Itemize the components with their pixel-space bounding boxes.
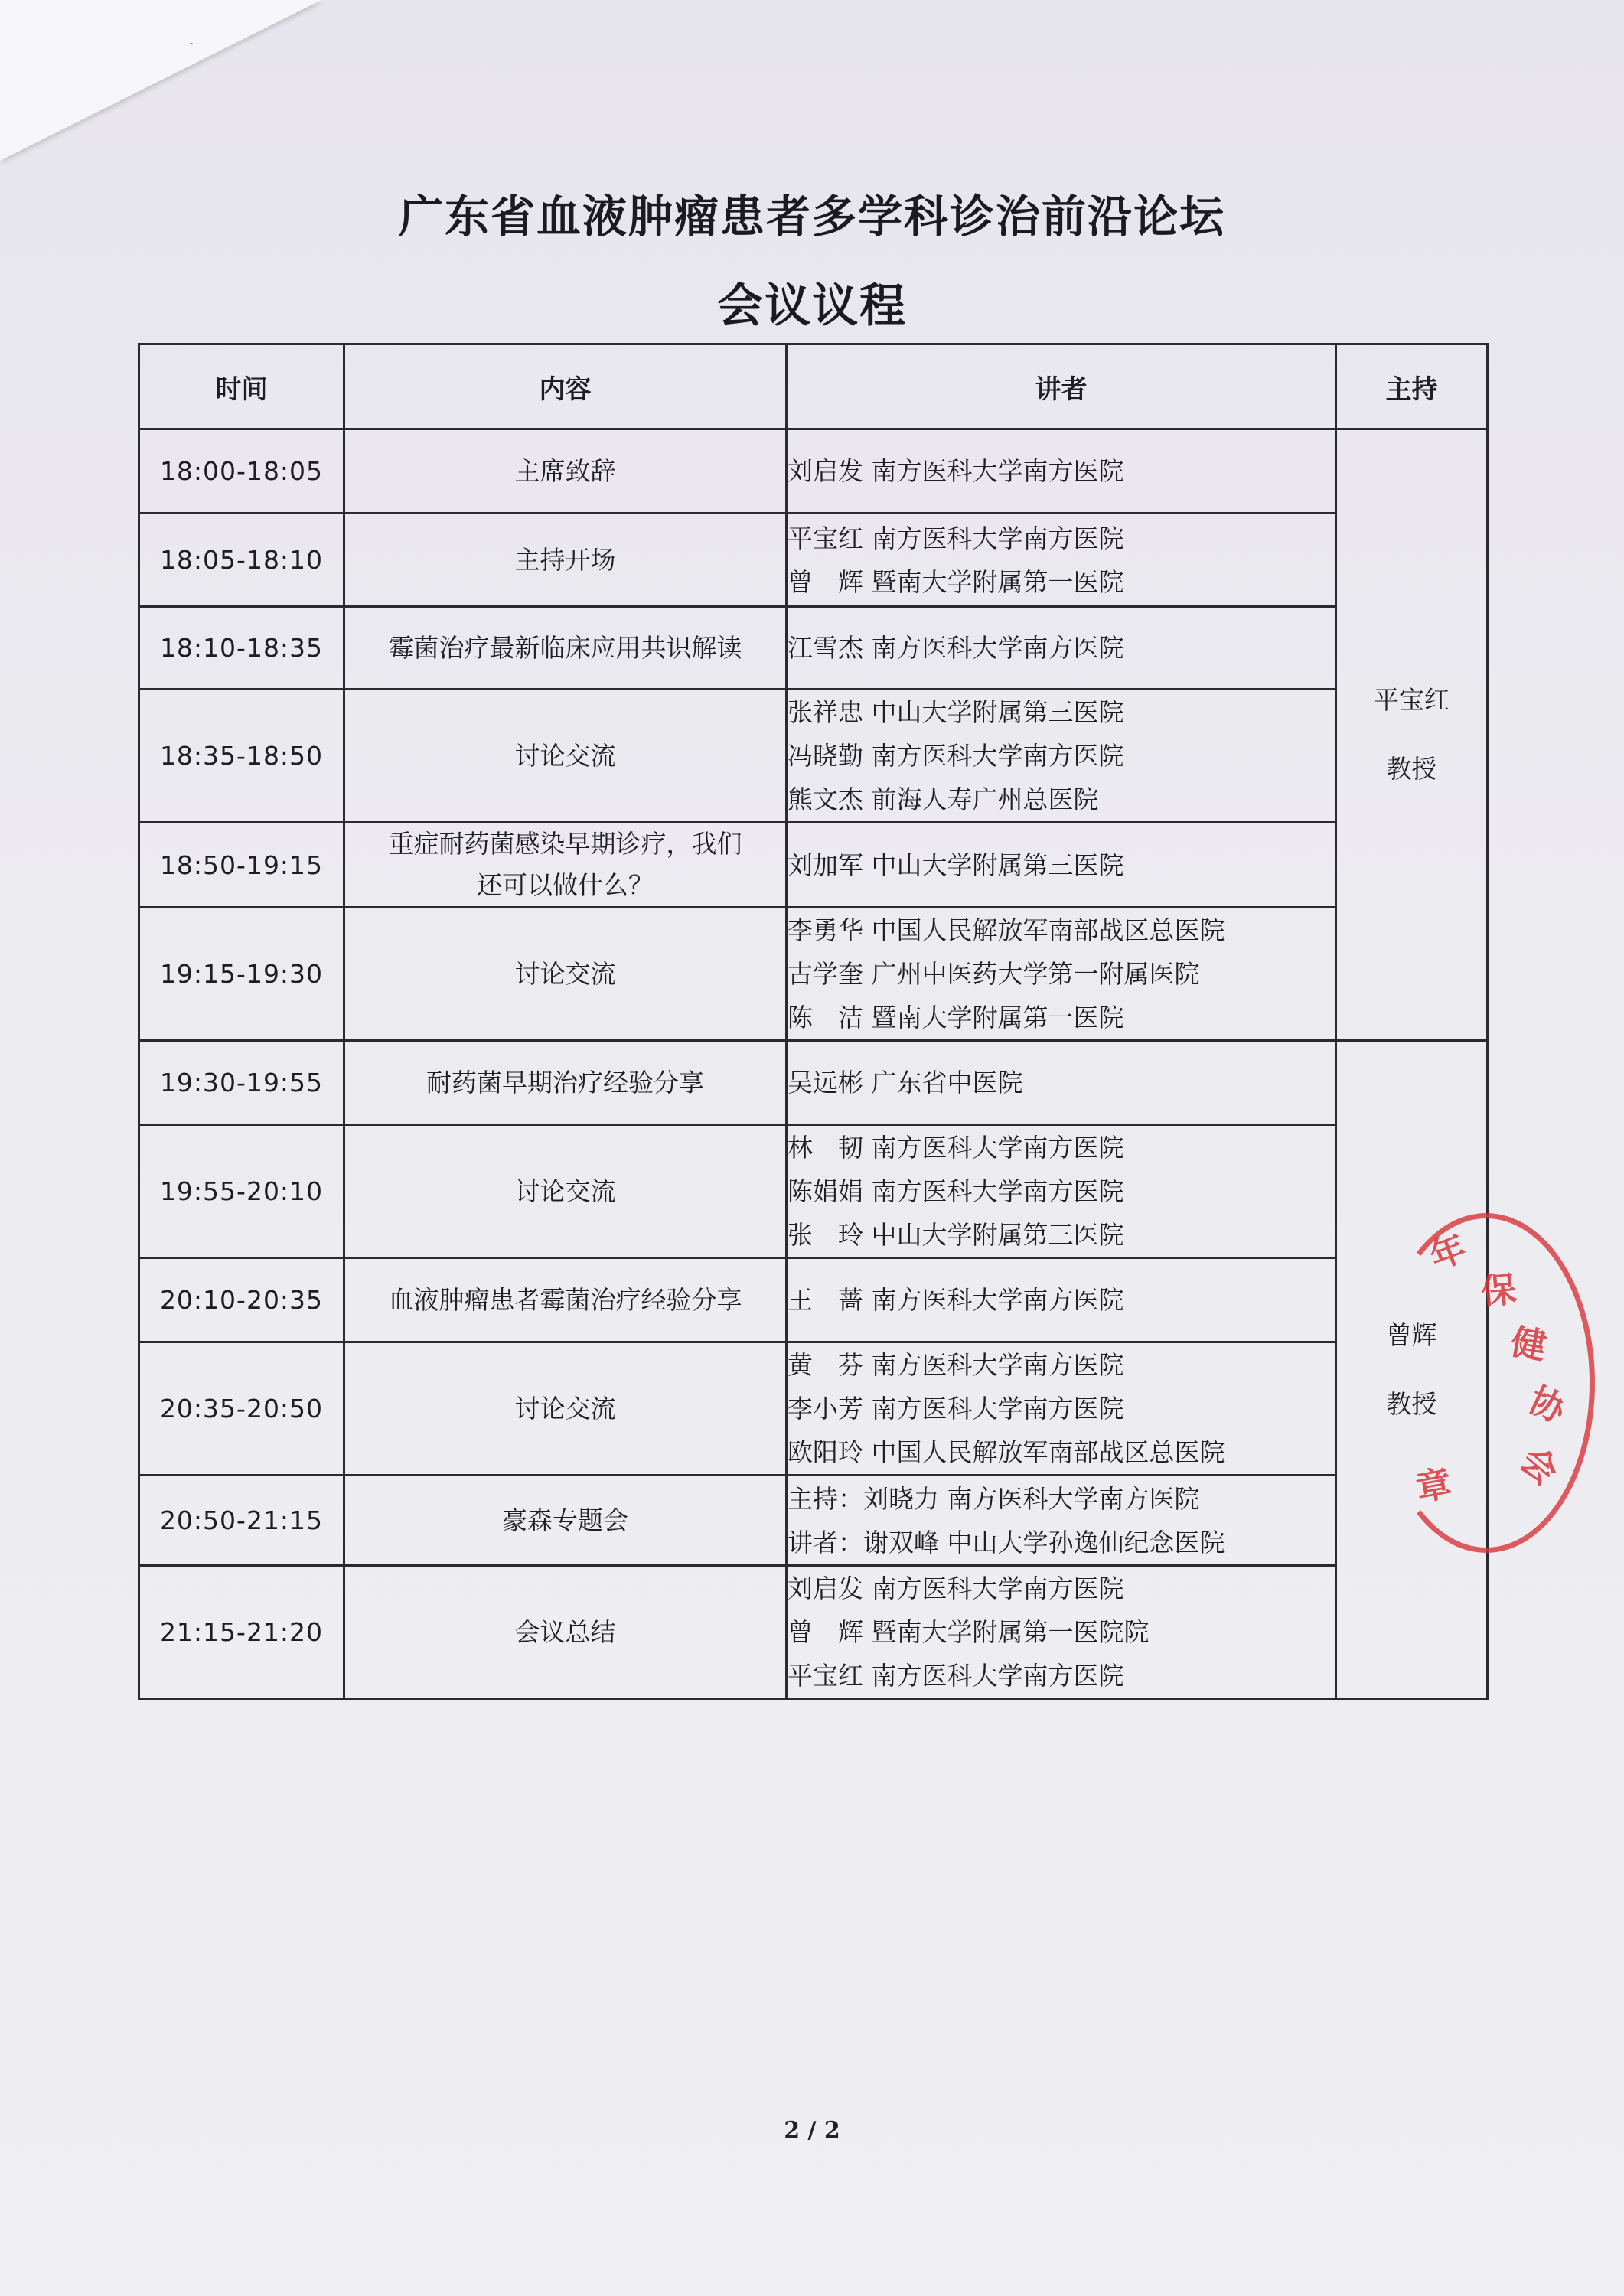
scan-speck: ˙ — [188, 41, 195, 57]
stamp-char: 协 — [1522, 1378, 1572, 1431]
table-row — [139, 823, 1488, 908]
speaker-entry: 熊文杰 前海人寿广州总医院 — [788, 784, 1099, 814]
table-row — [139, 1258, 1488, 1342]
header-content: 内容 — [344, 344, 787, 429]
table-row — [139, 607, 1488, 690]
content-line: 豪森专题会 — [502, 1505, 628, 1535]
host-name: 平宝红 — [1374, 685, 1450, 715]
row-time: 18:10-18:35 — [139, 607, 344, 690]
row-speakers — [787, 1041, 1336, 1125]
row-content — [344, 1258, 787, 1342]
row-speakers — [787, 1566, 1336, 1699]
row-speakers — [787, 1476, 1336, 1566]
agenda-body — [139, 429, 1488, 1699]
content-line: 讨论交流 — [514, 740, 616, 771]
stamp-char: 健 — [1508, 1320, 1550, 1368]
row-time: 18:05-18:10 — [139, 514, 344, 607]
host-title: 教授 — [1386, 754, 1437, 784]
table-row — [139, 1566, 1488, 1699]
row-content — [344, 1476, 787, 1566]
row-speakers — [787, 514, 1336, 607]
speaker-entry: 讲者：谢双峰 中山大学孙逸仙纪念医院 — [788, 1527, 1225, 1557]
row-time: 18:35-18:50 — [139, 690, 344, 823]
stamp-char: 年 — [1424, 1226, 1472, 1278]
row-time: 18:50-19:15 — [139, 823, 344, 908]
speaker-entry: 江雪杰 南方医科大学南方医院 — [788, 633, 1124, 663]
speaker-entry: 黄 芬 南方医科大学南方医院 — [788, 1350, 1124, 1380]
page-number: 2 / 2 — [784, 2117, 840, 2144]
row-content — [344, 908, 787, 1041]
speaker-entry: 曾 辉 暨南大学附属第一医院 — [788, 566, 1124, 597]
content-line: 重症耐药菌感染早期诊疗，我们 — [388, 829, 742, 859]
table-row — [139, 1476, 1488, 1566]
content-line: 主席致辞 — [514, 455, 616, 486]
header-time: 时间 — [139, 344, 344, 429]
row-content — [344, 1041, 787, 1125]
document-title: 广东省血液肿瘤患者多学科诊治前沿论坛 — [398, 191, 1225, 243]
table-row — [139, 908, 1488, 1041]
header-host: 主持 — [1336, 344, 1488, 429]
content-line: 血液肿瘤患者霉菌治疗经验分享 — [388, 1284, 742, 1315]
speaker-entry: 林 韧 南方医科大学南方医院 — [788, 1133, 1124, 1163]
content-line: 主持开场 — [514, 544, 616, 575]
speaker-entry: 刘启发 南方医科大学南方医院 — [788, 456, 1124, 486]
row-time: 19:55-20:10 — [139, 1125, 344, 1258]
folded-corner — [0, 0, 321, 161]
row-speakers — [787, 823, 1336, 908]
content-line: 耐药菌早期治疗经验分享 — [426, 1067, 704, 1097]
speaker-entry: 陈娟娟 南方医科大学南方医院 — [788, 1176, 1124, 1206]
content-line: 会议总结 — [514, 1616, 616, 1647]
speaker-entry: 李小芳 南方医科大学南方医院 — [788, 1394, 1124, 1424]
table-header-row — [139, 344, 1488, 429]
row-content — [344, 1342, 787, 1476]
row-content — [344, 823, 787, 908]
row-content — [344, 607, 787, 690]
speaker-entry: 陈 洁 暨南大学附属第一医院 — [788, 1003, 1124, 1032]
speaker-entry: 冯晓勤 南方医科大学南方医院 — [788, 741, 1124, 771]
speaker-entry: 李勇华 中国人民解放军南部战区总医院 — [788, 915, 1225, 945]
host-title: 教授 — [1386, 1388, 1437, 1419]
row-time: 19:30-19:55 — [139, 1041, 344, 1125]
row-time: 18:00-18:05 — [139, 429, 344, 514]
speaker-entry: 张祥忠 中山大学附属第三医院 — [788, 697, 1124, 727]
row-content — [344, 514, 787, 607]
row-content — [344, 429, 787, 514]
table-row — [139, 1125, 1488, 1258]
speaker-entry: 平宝红 南方医科大学南方医院 — [788, 1661, 1124, 1691]
stamp-char: 会 — [1512, 1438, 1567, 1493]
stamp-char: 保 — [1479, 1268, 1518, 1313]
table-row — [139, 690, 1488, 823]
document-subtitle: 会议议程 — [717, 279, 907, 333]
header-speaker: 讲者 — [787, 344, 1336, 429]
speaker-entry: 刘加军 中山大学附属第三医院 — [788, 850, 1124, 880]
row-speakers — [787, 1125, 1336, 1258]
content-line: 讨论交流 — [514, 1176, 616, 1206]
row-speakers — [787, 429, 1336, 514]
row-content — [344, 690, 787, 823]
host-name: 曾辉 — [1386, 1319, 1437, 1350]
table-row — [139, 1041, 1488, 1125]
row-time: 19:15-19:30 — [139, 908, 344, 1041]
content-line: 还可以做什么？ — [477, 870, 654, 900]
agenda-table — [138, 343, 1489, 1700]
stamp-char: 章 — [1413, 1462, 1455, 1509]
row-time: 21:15-21:20 — [139, 1566, 344, 1699]
speaker-entry: 张 玲 中山大学附属第三医院 — [788, 1220, 1124, 1250]
content-line: 讨论交流 — [514, 958, 616, 989]
speaker-entry: 吴远彬 广东省中医院 — [788, 1068, 1023, 1097]
content-line: 霉菌治疗最新临床应用共识解读 — [388, 632, 742, 663]
table-row — [139, 1342, 1488, 1476]
speaker-entry: 欧阳玲 中国人民解放军南部战区总医院 — [788, 1437, 1225, 1467]
row-time: 20:50-21:15 — [139, 1476, 344, 1566]
row-speakers — [787, 690, 1336, 823]
row-time: 20:10-20:35 — [139, 1258, 344, 1342]
speaker-entry: 刘启发 南方医科大学南方医院 — [788, 1574, 1124, 1603]
table-row — [139, 514, 1488, 607]
host-cell — [1336, 429, 1488, 1041]
table-row — [139, 429, 1488, 514]
row-speakers — [787, 1258, 1336, 1342]
row-content — [344, 1125, 787, 1258]
row-time: 20:35-20:50 — [139, 1342, 344, 1476]
speaker-entry: 曾 辉 暨南大学附属第一医院院 — [788, 1617, 1150, 1647]
row-speakers — [787, 1342, 1336, 1476]
row-content — [344, 1566, 787, 1699]
speaker-entry: 主持：刘晓力 南方医科大学南方医院 — [788, 1483, 1200, 1514]
content-line: 讨论交流 — [514, 1393, 616, 1424]
row-speakers — [787, 908, 1336, 1041]
row-speakers — [787, 607, 1336, 690]
speaker-entry: 古学奎 广州中医药大学第一附属医院 — [788, 959, 1200, 989]
speaker-entry: 平宝红 南方医科大学南方医院 — [788, 523, 1124, 553]
speaker-entry: 王 蔷 南方医科大学南方医院 — [788, 1285, 1124, 1315]
